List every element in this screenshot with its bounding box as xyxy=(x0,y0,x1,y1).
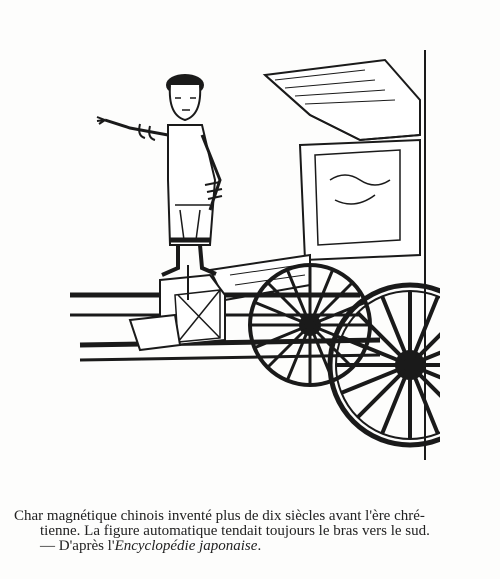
engraving-drawing xyxy=(60,40,440,480)
figure-caption xyxy=(14,509,492,554)
caption-line-2: tienne. La figure automatique tendait toujours le bras vers le sud. xyxy=(40,523,430,539)
caption-source-title: Encyclopédie japonaise xyxy=(114,538,258,554)
caption-line-1: Char magnétique chinois inventé plus de dix siècles avant l'ère chré- xyxy=(14,508,425,524)
magnetic-chariot-illustration xyxy=(60,40,440,480)
caption-attribution-suffix: . xyxy=(257,538,262,554)
caption-line-3 xyxy=(14,539,492,554)
caption-attribution-prefix: — D'après l' xyxy=(40,538,115,554)
